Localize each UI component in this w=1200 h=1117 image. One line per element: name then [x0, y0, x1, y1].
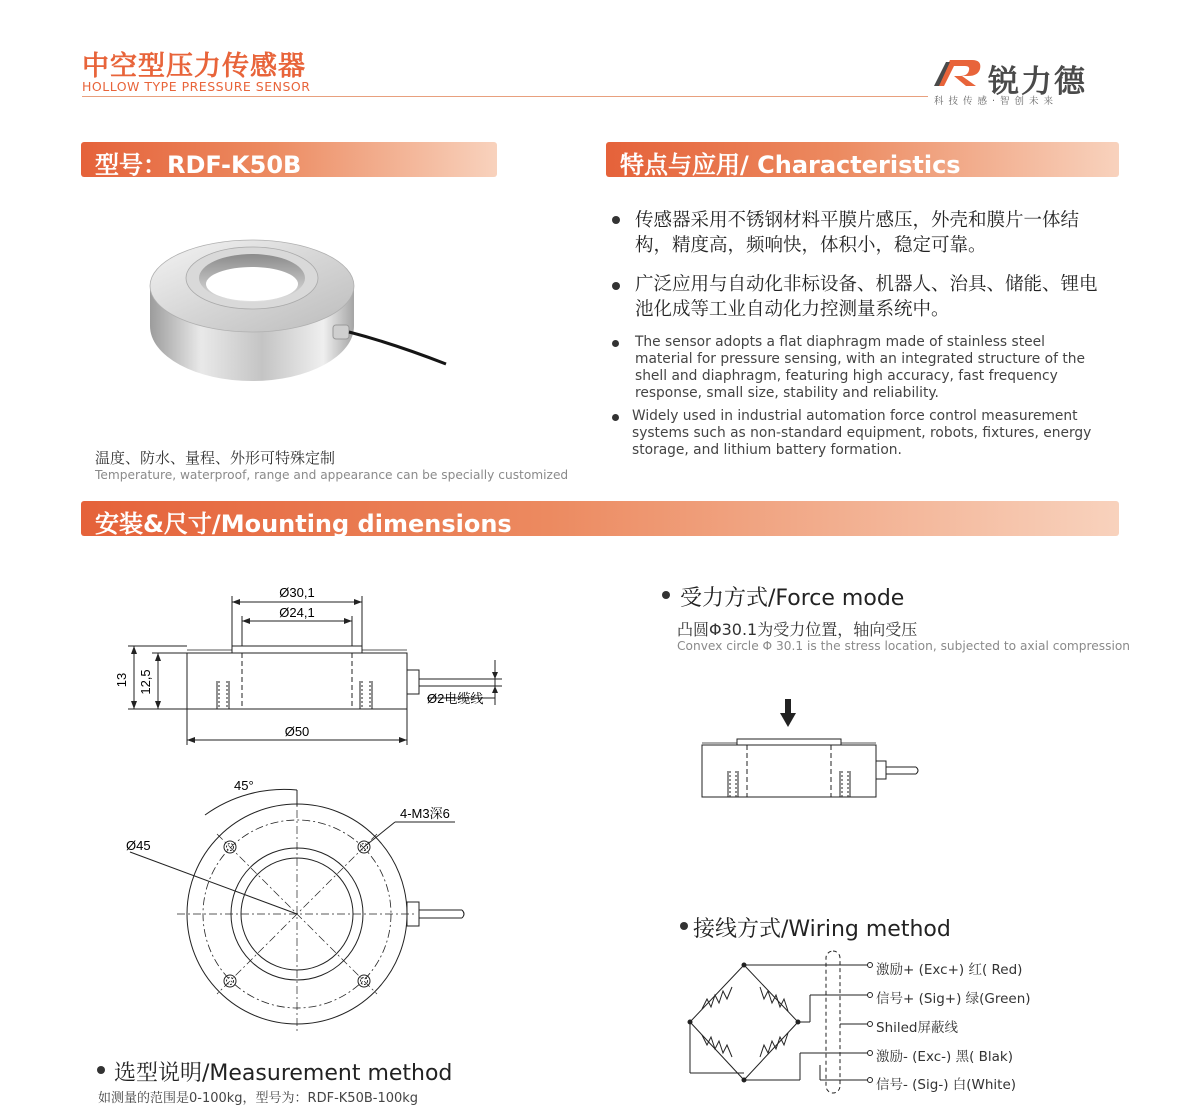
wire-label-sig-minus: 信号- (Sig-) 白(White) [876, 1077, 1017, 1093]
wiring-heading: 接线方式/Wiring method [693, 917, 951, 942]
feature-en-1: The sensor adopts a flat diaphragm made of stainless steel material for pressure sensing, with an integrated structure of the shell and diaphragm, featuring high accuracy, fast frequency response, small size, stability and reliability. [635, 334, 1085, 401]
dim-thread: 4-M3深6 [400, 806, 450, 821]
page-subtitle: HOLLOW TYPE PRESSURE SENSOR [82, 79, 311, 94]
force-mode-drawing [690, 695, 930, 805]
wiring-diagram [680, 945, 880, 1095]
measurement-example: 如测量的范围是0-100kg，型号为：RDF-K50B-100kg [98, 1091, 419, 1106]
brand-slogan: 科技传感·智创未来 [934, 96, 1059, 107]
dim-angle: 45° [234, 778, 254, 793]
dim-cable: Ø2电缆线 [427, 691, 484, 706]
bullet [680, 922, 688, 930]
features-bar [606, 142, 1119, 177]
brand-logo-text: 锐力德 [988, 64, 1087, 100]
bullet [97, 1066, 105, 1074]
wire-label-sig-plus: 信号+ (Sig+) 绿(Green) [876, 991, 1031, 1007]
bullet [612, 414, 619, 421]
wire-label-exc-minus: 激励- (Exc-) 黑( Blak) [876, 1049, 1013, 1065]
features-label: 特点与应用/ Characteristics [620, 151, 961, 179]
model-bar [81, 142, 497, 177]
feature-cn-1: 传感器采用不锈钢材料平膜片感压，外壳和膜片一体结构，精度高，频响快，体积小，稳定可靠。 [635, 210, 1080, 256]
customize-text-cn: 温度、防水、量程、外形可特殊定制 [95, 449, 336, 467]
force-arrow-icon [780, 699, 796, 727]
wire-label-exc-plus: 激励+ (Exc+) 红( Red) [876, 962, 1023, 978]
side-view-drawing [110, 580, 510, 750]
dim-inner-top: Ø24,1 [279, 605, 315, 620]
bullet [612, 340, 619, 347]
force-mode-heading: 受力方式/Force mode [680, 586, 905, 611]
page-title: 中空型压力传感器 [82, 51, 306, 82]
dim-pcd: Ø45 [126, 838, 151, 853]
brand-logo-icon [932, 54, 986, 90]
dim-total-height: 13 [114, 672, 129, 688]
mounting-label: 安装&尺寸/Mounting dimensions [95, 510, 512, 538]
mounting-bar [81, 501, 1119, 536]
bullet [612, 216, 620, 224]
dim-body-diameter: Ø50 [284, 724, 310, 739]
dim-outer-top: Ø30,1 [279, 585, 315, 600]
feature-en-2: Widely used in industrial automation force control measurement systems such as non-standard equipment, robots, fixtures, energy storage, and lithium battery formation. [632, 408, 1092, 458]
model-label: 型号：RDF-K50B [95, 151, 302, 179]
top-view-drawing [110, 770, 480, 1040]
force-mode-cn: 凸圆Φ30.1为受力位置，轴向受压 [677, 620, 918, 639]
measurement-heading: 选型说明/Measurement method [114, 1061, 453, 1086]
customize-text-en: Temperature, waterproof, range and appearance can be specially customized [95, 468, 569, 482]
title-divider [82, 96, 928, 97]
product-photo [140, 228, 460, 388]
bullet [612, 282, 620, 290]
dim-body-height: 12,5 [138, 669, 153, 695]
feature-cn-2: 广泛应用与自动化非标设备、机器人、治具、储能、锂电池化成等工业自动化力控测量系统中。 [635, 274, 1098, 320]
wire-label-shield: Shiled屏蔽线 [876, 1020, 959, 1036]
force-mode-en: Convex circle Φ 30.1 is the stress location, subjected to axial compression [677, 639, 1131, 653]
bullet [662, 591, 670, 599]
